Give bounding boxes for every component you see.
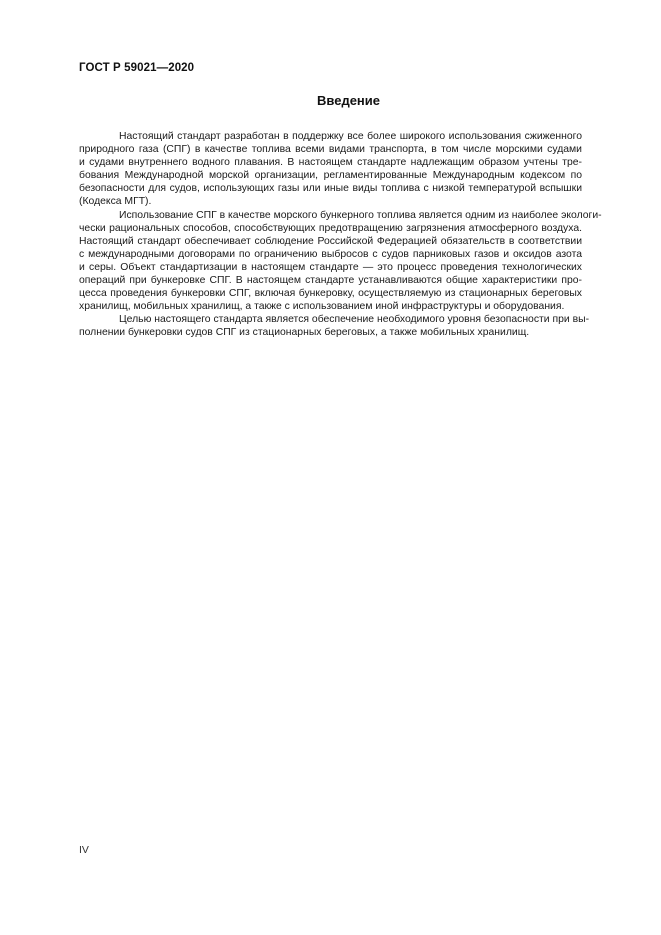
text-line: Настоящий стандарт разработан в поддержку все более широкого использования сжиженного	[119, 131, 582, 142]
text-line: Использование СПГ в качестве морского бункерного топлива является одним из наиболее экологи-	[119, 209, 602, 221]
text-line: и судами внутреннего водного плавания. В настоящем стандарте надлежащим образом учтены тре-	[79, 157, 582, 169]
text-line: чески рациональных способов, способствующих предотвращению загрязнения атмосферного воздуха.	[79, 222, 582, 234]
text-line: Целью настоящего стандарта является обеспечение необходимого уровня безопасности при вы-	[119, 314, 590, 326]
document-header: ГОСТ Р 59021—2020	[79, 62, 195, 74]
text-line: полнении бункеровки судов СПГ из стационарных береговых, а также мобильных хранилищ.	[79, 327, 530, 339]
paragraph-3	[79, 313, 590, 339]
text-line: хранилищ, мобильных хранилищ, а также с использованием иной инфраструктуры и оборудования.	[79, 301, 565, 313]
text-line: (Кодекса МГТ).	[79, 196, 152, 208]
section-title-text: Введение	[317, 93, 380, 108]
section-title	[0, 93, 661, 108]
text-line: безопасности для судов, использующих газы или иные виды топлива с низкой температурой вспышки	[79, 183, 582, 195]
text-line: цесса проведения бункеровки СПГ, включая бункеровку, осуществляемую из стационарных береговых	[79, 288, 582, 300]
body-text	[79, 130, 602, 340]
text-line: природного газа (СПГ) в качестве топлива всеми видами транспорта, в том числе морскими судами	[79, 144, 582, 156]
text-line: и серы. Объект стандартизации в настоящем стандарте — это процесс проведения технологических	[79, 261, 582, 273]
paragraph-1	[79, 130, 582, 209]
paragraph-2	[79, 209, 602, 314]
text-line: Настоящий стандарт обеспечивает соблюдение Российской Федерацией обязательств в соответствии	[79, 235, 582, 247]
page-number: IV	[79, 844, 89, 856]
text-line: бования Международной морской организации, регламентированные Международным кодексом по	[79, 170, 582, 182]
text-line: операций при бункеровке СПГ. В настоящем стандарте устанавливаются общие характеристики про-	[79, 275, 582, 287]
text-line: с международными договорами по ограничению выбросов с судов парниковых газов и оксидов азота	[79, 248, 582, 260]
